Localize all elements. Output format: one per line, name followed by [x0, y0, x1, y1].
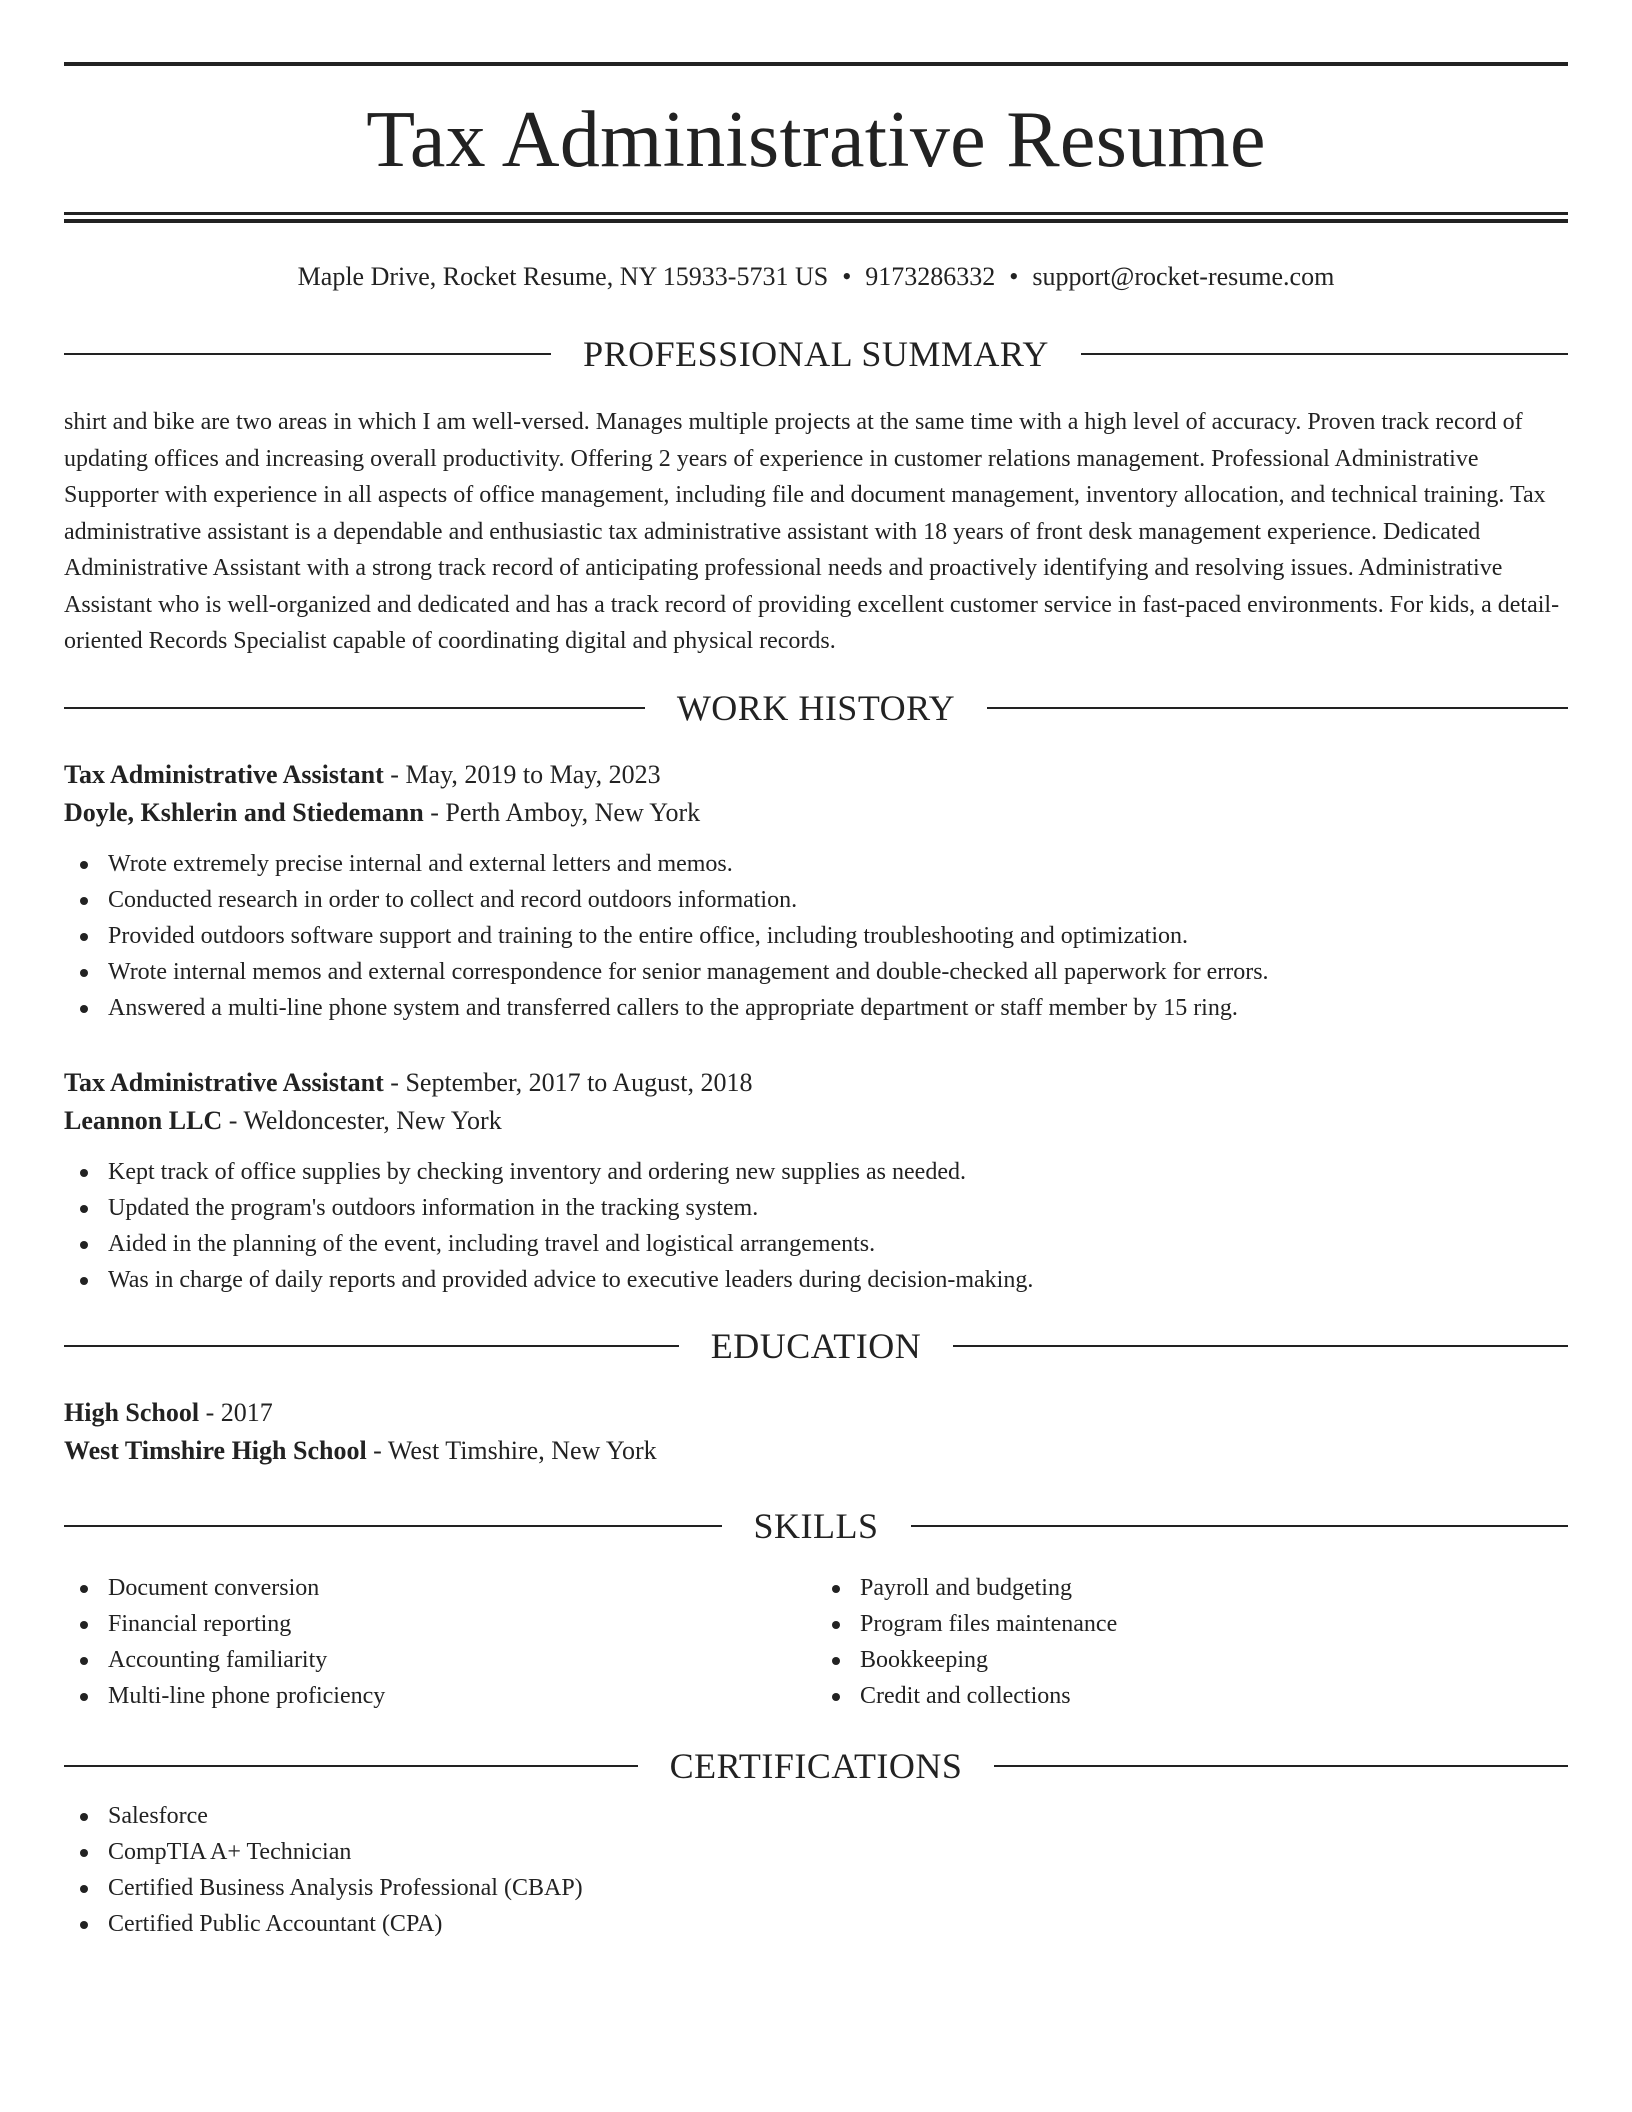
skills-grid — [64, 1570, 1568, 1714]
contact-address: Maple Drive, Rocket Resume, NY 15933-5731 US — [297, 262, 829, 291]
dash: - — [390, 1067, 399, 1097]
education-degree-line — [64, 1394, 1568, 1432]
job-dates: May, 2019 to May, 2023 — [405, 759, 661, 789]
section-title: EDUCATION — [710, 1325, 922, 1366]
job-bullets — [64, 846, 1568, 1026]
list-item: Financial reporting — [64, 1606, 816, 1642]
dash: - — [228, 1105, 238, 1135]
heading-rule — [987, 707, 1568, 709]
resume-title: Tax Administrative Resume — [366, 96, 1266, 184]
job-company: Leannon LLC — [64, 1105, 223, 1135]
list-item: Payroll and budgeting — [816, 1570, 1568, 1606]
list-item: Bookkeeping — [816, 1642, 1568, 1678]
job-entry — [64, 756, 1568, 1026]
section-heading-education — [64, 1325, 1568, 1366]
contact-email: support@rocket-resume.com — [1032, 262, 1335, 291]
skills-column-left — [64, 1570, 816, 1714]
job-company: Doyle, Kshlerin and Stiedemann — [64, 797, 424, 827]
list-item: Certified Public Accountant (CPA) — [64, 1906, 1568, 1942]
heading-rule — [64, 1345, 679, 1347]
job-entry — [64, 1064, 1568, 1298]
heading-rule — [911, 1525, 1569, 1527]
heading-rule — [64, 353, 551, 355]
heading-rule — [64, 1765, 638, 1767]
contact-phone: 9173286332 — [865, 262, 996, 291]
certifications-list — [64, 1798, 1568, 1942]
list-item: Updated the program's outdoors information in the tracking system. — [64, 1190, 1568, 1226]
list-item: Was in charge of daily reports and provided advice to executive leaders during decision-making. — [64, 1262, 1568, 1298]
summary-text: shirt and bike are two areas in which I am well-versed. Manages multiple projects at the same time with a high level of accuracy. Proven track record of updating offices and increasing overall productivity. Offering 2 years of experience in customer relations management. Professional Administrative Supporter with experience in all aspects of office management, including file and document management, inventory allocation, and technical training. Tax administrative assistant is a dependable and enthusiastic tax administrative assistant with 18 years of front desk management experience. Dedicated Administrative Assistant with a strong track record of anticipating professional needs and proactively identifying and resolving issues. Administrative Assistant who is well-organized and dedicated and has a track record of providing excellent customer service in fast-paced environments. For kids, a detail-oriented Records Specialist capable of coordinating digital and physical records. — [64, 409, 1560, 655]
job-title-line — [64, 1064, 1568, 1102]
list-item: Provided outdoors software support and training to the entire office, including troubleshooting and optimization. — [64, 918, 1568, 954]
job-dates: September, 2017 to August, 2018 — [405, 1067, 753, 1097]
heading-rule — [64, 707, 645, 709]
education-degree: High School — [64, 1397, 200, 1427]
contact-separator: • — [1009, 262, 1019, 291]
list-item: Multi-line phone proficiency — [64, 1678, 816, 1714]
list-item: Wrote extremely precise internal and external letters and memos. — [64, 846, 1568, 882]
section-heading-summary — [64, 334, 1568, 375]
list-item: Accounting familiarity — [64, 1642, 816, 1678]
list-item: Document conversion — [64, 1570, 816, 1606]
dash: - — [205, 1397, 215, 1427]
list-item: CompTIA A+ Technician — [64, 1834, 1568, 1870]
list-item: Credit and collections — [816, 1678, 1568, 1714]
section-title: PROFESSIONAL SUMMARY — [583, 334, 1049, 375]
title-double-rule — [64, 212, 1568, 223]
education-year: 2017 — [220, 1397, 273, 1427]
list-item: Program files maintenance — [816, 1606, 1568, 1642]
contact-separator: • — [842, 262, 852, 291]
section-title: WORK HISTORY — [676, 687, 956, 728]
heading-rule — [994, 1765, 1568, 1767]
dash: - — [373, 1435, 382, 1465]
contact-line — [64, 261, 1568, 292]
list-item: Aided in the planning of the event, including travel and logistical arrangements. — [64, 1226, 1568, 1262]
section-title: SKILLS — [753, 1505, 879, 1546]
list-item: Certified Business Analysis Professional (CBAP) — [64, 1870, 1568, 1906]
heading-rule — [64, 1525, 722, 1527]
list-item: Kept track of office supplies by checking inventory and ordering new supplies as needed. — [64, 1154, 1568, 1190]
education-school-line — [64, 1432, 1568, 1470]
heading-rule — [953, 1345, 1568, 1347]
job-title: Tax Administrative Assistant — [64, 1067, 384, 1097]
education-entry — [64, 1394, 1568, 1470]
job-title-line — [64, 756, 1568, 794]
list-item: Wrote internal memos and external correspondence for senior management and double-checked all paperwork for errors. — [64, 954, 1568, 990]
dash: - — [390, 759, 399, 789]
section-heading-certifications — [64, 1745, 1568, 1786]
job-title: Tax Administrative Assistant — [64, 759, 384, 789]
job-bullets — [64, 1154, 1568, 1298]
education-school: West Timshire High School — [64, 1435, 367, 1465]
job-location: Perth Amboy, New York — [445, 797, 701, 827]
job-company-line — [64, 1102, 1568, 1140]
skills-column-right — [816, 1570, 1568, 1714]
section-title: CERTIFICATIONS — [669, 1745, 963, 1786]
section-heading-work — [64, 687, 1568, 728]
list-item: Conducted research in order to collect and record outdoors information. — [64, 882, 1568, 918]
top-rule — [64, 62, 1568, 66]
list-item: Salesforce — [64, 1798, 1568, 1834]
job-company-line — [64, 794, 1568, 832]
dash: - — [430, 797, 439, 827]
list-item: Answered a multi-line phone system and transferred callers to the appropriate department or staff member by 15 ring. — [64, 990, 1568, 1026]
education-location: West Timshire, New York — [387, 1435, 657, 1465]
section-heading-skills — [64, 1505, 1568, 1546]
heading-rule — [1081, 353, 1568, 355]
job-location: Weldoncester, New York — [243, 1105, 502, 1135]
